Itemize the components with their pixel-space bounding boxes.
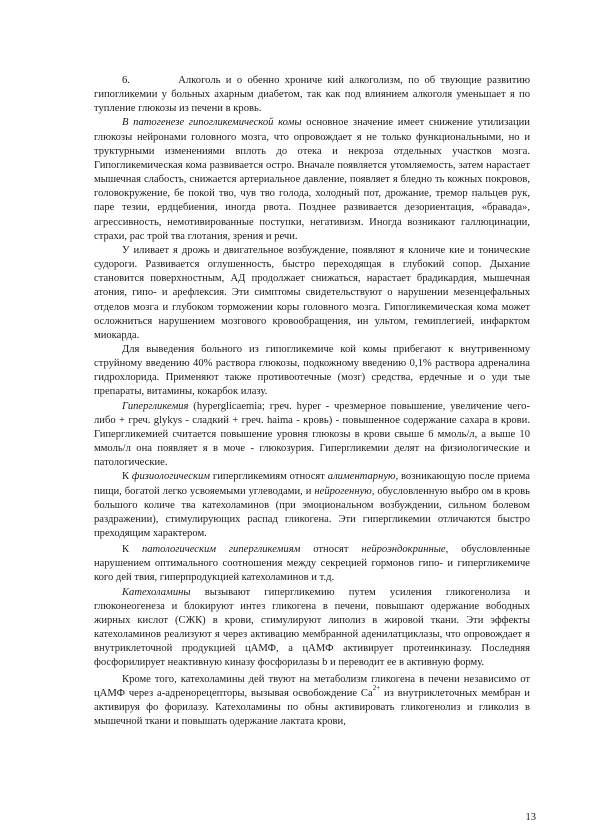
- paragraph-coma-treatment: Для выведения больного из гипогликемиче кой комы прибегают к внутривенному струйному введению 40% раствора глюкозы, подкожному введению 0,1% раствора адреналина гидрохлорида. Применяют также противоотечные (мозг) средства, ердечные и о уди тые препараты, витамины, кокарбок илазу.: [94, 343, 530, 398]
- italic-term: Катехоламины: [122, 586, 191, 598]
- text-segment: К: [122, 544, 142, 556]
- text-segment: возникающую после приема пищи, богатой легко усвояемыми углеводами, и: [94, 471, 531, 497]
- superscript-charge: 2+: [372, 684, 381, 693]
- paragraph-glycogen-metabolism: [94, 673, 530, 730]
- text-segment: обусловленные нарушением оптимального соотношения между секрецией гормонов гипо- и гипергликемиче кого дей твия, гиперпродукцией катехоламинов и т.д.: [94, 544, 530, 584]
- italic-term: патологическим гипергликемиям: [141, 544, 301, 556]
- page-number: 13: [525, 812, 536, 823]
- text-segment: Кроме того, катехоламины дей твуют на метаболизм гликогена в печени независимо от цАМФ через а-адренорецепторы, вызывая освобождение Ca: [94, 673, 530, 699]
- italic-term: нейроэндокринные,: [361, 544, 449, 556]
- italic-term: нейрогенную,: [314, 485, 375, 497]
- text-segment: гипергликемиям относят: [210, 471, 328, 483]
- paragraph-physiological-hyperglycemia: [94, 470, 530, 541]
- paragraph-coma-pathogenesis: [94, 116, 530, 243]
- paragraph-body: (hyperglicaemia; греч. hyper - чрезмерное повышение, увеличение чего-либо + греч. glykys - сладкий + греч. haima - кровь) - повышенное содержание сахара в крови. Гипергликемией считается повышение уровня глюкозы в крови свыше 6 ммоль/л, а выше 10 ммоль/л она появляет я в моче - глюкозурия. Гипергликемии делят на физиологические и патологические.: [94, 400, 530, 469]
- text-segment: относят: [300, 544, 362, 556]
- paragraph-body: основное значение имеет снижение утилизации глюкозы нейронами головного мозга, что опровождает я не только функциональными, но и труктурными изменениями вплоть до отека и некроза отдельных участков мозга. Гипогликемическая кома развивается остро. Вначале появляется утомляемость, затем нарастает мышечная слабость, снижается артериальное давление, появляет я бледно ть кожных покровов, головокружение, бе покой тво, чув тво голода, холодный пот, дрожание, тремор пальцев рук, паре тезии, ердцебиения, иногда рвота. Позднее развивается дезориентация, «бравада», агрессивность, немотивированные поступки, негативизм. Иногда возникают галлюцинации, страхи, рас трой тва глотания, зрения и речи.: [94, 117, 530, 242]
- paragraph-hyperglycemia-definition: [94, 400, 530, 471]
- paragraph-alcohol: 6. Алкоголь и о обенно хрониче кий алкоголизм, по об твующие развитию гипогликемии у больных ахарным диабетом, так как под влиянием алкоголя уменьшает я по тупление глюкозы из печени в кровь.: [94, 75, 530, 115]
- paragraph-coma-progression: У иливаeт я дрожь и двигательное возбуждение, появляют я клониче кие и тонические судороги. Развивается оглушенность, быстро переходящая в глубокий сопор. Дыхание становится поверхностным, АД продолжает снижаться, нарастает брадикардия, мышечная атония, гипо- и арефлексия. Эти симптомы свидетельствуют о нарушении мезенцефальных отделов мозга и глубоком торможении коры головного мозга. Гипогликемическая кома может осложниться нарушением мозгового кровообращения, ин ультом, гемиплегией, инфарктом миокарда.: [94, 244, 530, 341]
- italic-term: физиологическим: [131, 471, 211, 483]
- text-segment: обусловленную выбро ом в кровь большого количе тва катехоламинов (при эмоциональном возбуждении, сильном болевом раздражении), стимулирующих распад гликогена. Эти гипергликемии отличаются быстро преходящим характером.: [94, 485, 530, 539]
- text-segment: К: [122, 471, 132, 483]
- document-page: [94, 74, 530, 729]
- paragraph-pathological-hyperglycemia: [94, 543, 530, 585]
- italic-term: Гипергликемия: [122, 400, 189, 412]
- text-segment: из внутриклеточных мембран и активируя фо форилазу. Катехоламины по обны активировать гликогенолиз и гликолиз в мышечной ткани и повышать одержание лактата крови,: [94, 687, 530, 728]
- paragraph-body: вызывают гипергликемию путем усиления гликогенолиза и глюконеогенеза и блокируют интез гликогена в печени, повышают одержание вободных жирных кислот (СЖК) в крови, стимулируют липолиз в жировой ткани. Эти эффекты катехоламинов реализуют я через активацию мембранной аденилатциклазы, что опровождает я внутриклеточной продукцией цАМФ, а цАМФ активирует протеинкиназу. Последняя фосфорилирует неактивную киназу фосфорилазы b и переводит ее в активную форму.: [94, 586, 530, 669]
- italic-term: алиментарную,: [327, 471, 399, 483]
- paragraph-catecholamines: [94, 586, 530, 671]
- italic-term: В патогенезе гипогликемической комы: [122, 117, 302, 129]
